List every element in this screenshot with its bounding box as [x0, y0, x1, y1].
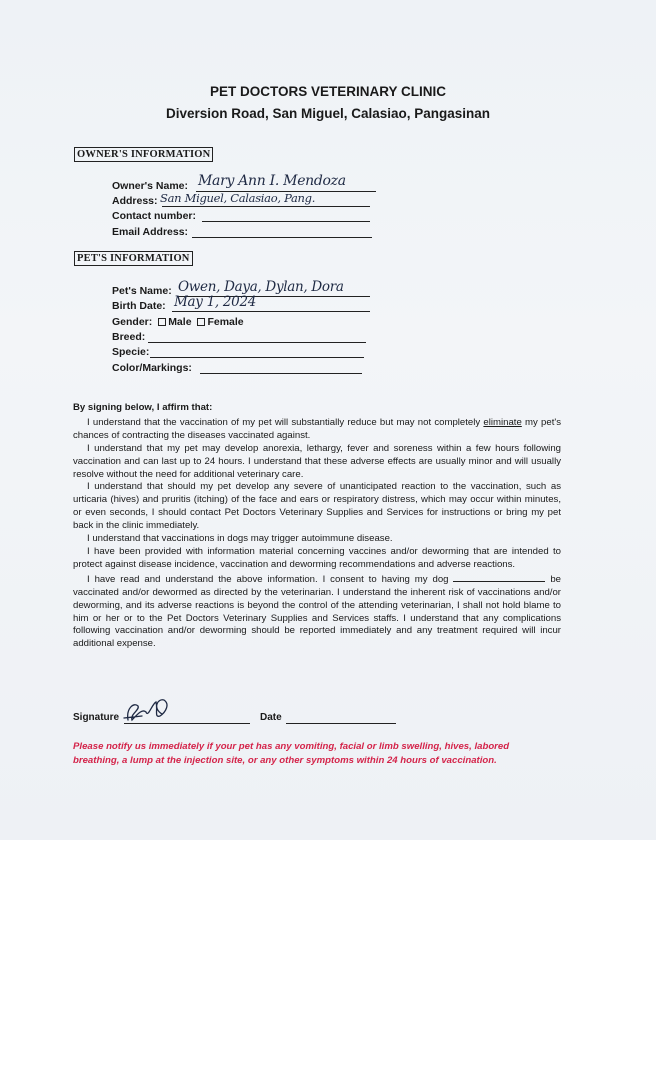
- gender-field: [112, 316, 244, 328]
- email-address-label: Email Address:: [112, 226, 189, 238]
- pet-section-title: PET'S INFORMATION: [74, 251, 193, 266]
- dog-name-blank[interactable]: [453, 572, 545, 582]
- consent-paragraph-5: I have been provided with information material concerning vaccines and/or deworming that are intended to protect against disease incidence, vaccination and deworming recommendations and adverse reactions.: [73, 545, 561, 570]
- consent-lead: By signing below, I affirm that:: [73, 402, 213, 413]
- owner-address-value[interactable]: San Miguel, Calasiao, Pang.: [160, 191, 316, 205]
- consent-statement: [73, 402, 561, 651]
- owner-address-label: Address:: [112, 195, 158, 207]
- consent-paragraph-1: I understand that the vaccination of my pet will substantially reduce but may not completely eliminate my pet's chances of contracting the diseases vaccinated against.: [73, 416, 561, 441]
- post-vaccination-notice: Please notify us immediately if your pet has any vomiting, facial or limb swelling, hives, labored breathing, a lump at the injection site, or any other symptoms within 24 hours of vaccination.: [73, 741, 510, 766]
- female-checkbox[interactable]: [197, 318, 205, 326]
- breed-label: Breed:: [112, 331, 146, 343]
- breed-line[interactable]: [148, 342, 366, 343]
- specie-line[interactable]: [150, 357, 364, 358]
- date-label: Date: [260, 712, 282, 723]
- birth-date-label: Birth Date:: [112, 300, 166, 312]
- birth-date-value[interactable]: May 1, 2024: [174, 294, 257, 310]
- contact-number-label: Contact number:: [112, 210, 196, 222]
- male-checkbox[interactable]: [158, 318, 166, 326]
- signature-scribble: [122, 694, 174, 726]
- pet-name-value[interactable]: Owen, Daya, Dylan, Dora: [178, 279, 344, 295]
- clinic-name: PET DOCTORS VETERINARY CLINIC: [209, 84, 447, 99]
- color-markings-line[interactable]: [200, 373, 362, 374]
- clinic-address: Diversion Road, San Miguel, Calasiao, Pangasinan: [165, 106, 491, 121]
- date-line[interactable]: [286, 723, 396, 724]
- gender-label: Gender:: [112, 316, 153, 328]
- consent-paragraph-2: I understand that my pet may develop anorexia, lethargy, fever and soreness within a few hours following vaccination and can last up to 24 hours. I understand that these adverse effects are usually minor and will usually resolve without the need for additional veterinary care.: [73, 442, 561, 480]
- contact-number-line: [202, 221, 370, 222]
- female-label: Female: [207, 316, 244, 328]
- consent-paragraph-4: I understand that vaccinations in dogs may trigger autoimmune disease.: [87, 533, 393, 545]
- email-address-line: [192, 237, 372, 238]
- owner-address-line: [162, 206, 370, 207]
- color-markings-label: Color/Markings:: [112, 362, 192, 374]
- signature-label: Signature: [73, 712, 120, 723]
- specie-label: Specie:: [112, 346, 150, 358]
- consent-paragraph-3: I understand that should my pet develop any severe of unanticipated reaction to the vaccination, such as urticaria (hives) and pruritis (itching) of the face and ears or respiratory distress, which may occur within minutes, or even seconds, I should contact Pet Doctors Veterinary Supplies and Services for instructions or bring my pet back in the clinic immediately.: [73, 481, 561, 532]
- owner-section-title: OWNER'S INFORMATION: [74, 147, 213, 162]
- pet-name-label: Pet's Name:: [112, 285, 172, 297]
- owner-name-value[interactable]: Mary Ann I. Mendoza: [198, 173, 346, 189]
- birth-date-line: [172, 311, 370, 312]
- owner-name-label: Owner's Name:: [112, 180, 189, 192]
- consent-paragraph-6: I have read and understand the above information. I consent to having my dog be vaccinated and/or dewormed as directed by the veterinarian. I understand the inherent risk of vaccinations and/or deworming, and its adverse reactions is beyond the control of the attending veterinarian, I shall not hold blame to him or her or to the Pet Doctors Veterinary Supplies and Services staffs. I understand that any complications following vaccination and/or deworming should be reported immediately and any treatment required will incur additional expense.: [73, 573, 561, 650]
- male-label: Male: [168, 316, 192, 328]
